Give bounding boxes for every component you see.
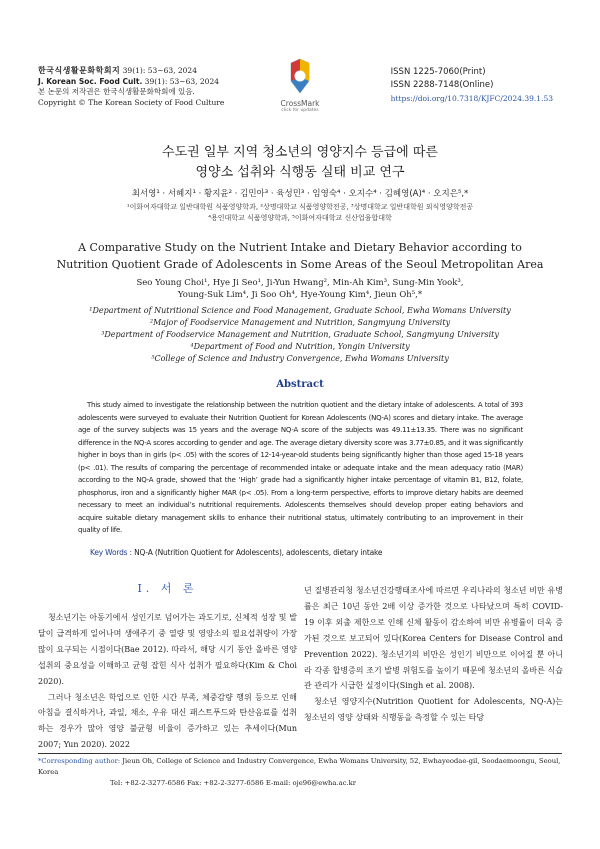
footnote-label: *Corresponding author: <box>38 757 121 765</box>
paper-title-en <box>0 239 600 273</box>
copyright-kr: 본 논문의 저작권은 한국식생활문화학회에 있음. <box>38 87 195 96</box>
title-en-line1: A Comparative Study on the Nutrient Intake and Dietary Behavior according to <box>78 241 522 254</box>
journal-name-en: J. Korean Soc. Food Cult. <box>38 76 143 86</box>
affiliation-en-item: ²Major of Foodservice Management and Nutrition, Sangmyung University <box>149 318 451 327</box>
citation-kr: 39(1): 53~63, 2024 <box>120 66 197 75</box>
affiliation-en-item: ³Department of Foodservice Management and Nutrition, Graduate School, Sangmyung University <box>101 330 499 339</box>
body-paragraph: 청소년 영양지수(Nutrition Quotient for Adolescents, NQ-A)는 청소년의 영양 상태와 식행동을 측정할 수 있는 타당 <box>304 697 563 723</box>
crossmark-badge[interactable] <box>277 57 323 113</box>
keywords <box>90 548 382 557</box>
affiliation-kr-line2: ⁴용인대학교 식품영양학과, ⁵이화여자대학교 신산업융합대학 <box>208 214 392 222</box>
affiliations-en <box>0 305 600 365</box>
body-paragraph: 년 질병관리청 청소년건강행태조사에 따르면 우리나라의 청소년 비만 유병률은 최근 10년 동안 2배 이상 증가한 것으로 나타났으며 특히 COVID-19 이후 외출 제한으로 인해 신체 활동이 감소하여 비만 유병률이 더욱 증가된 것으로 보고되어 있다(Korea Centers for Disease Control and Prevention 2022). 청소년기의 비만은 성인기 비만으로 이어질 뿐 아니라 각종 합병증의 조기 발병 위험도를 높이기 때문에 청소년의 올바른 식습관 관리가 시급한 실정이다(Singh et al. 2008). <box>304 586 563 691</box>
body-column-right <box>304 583 563 726</box>
keywords-label: Key Words : <box>90 548 135 557</box>
crossmark-icon <box>285 57 315 95</box>
issn-block <box>391 66 553 105</box>
title-en-line2: Nutrition Quotient Grade of Adolescents in Some Areas of the Seoul Metropolitan Area <box>56 258 544 271</box>
keywords-text: NQ-A (Nutrition Quotient for Adolescents), adolescents, dietary intake <box>134 548 383 557</box>
abstract-heading: Abstract <box>276 379 324 390</box>
body-paragraph: 청소년기는 아동기에서 성인기로 넘어가는 과도기로, 신체적 성장 및 발달이 급격하게 일어나며 생애주기 중 열량 및 영양소의 필요섭취량이 가장 많이 요구되는 시점이다(Bae 2012). 따라서, 해당 시기 동안 올바른 영양 섭취의 중요성을 이해하고 균형 잡힌 식사 섭취가 필요하다(Kim & Choi 2020). <box>38 613 297 686</box>
issn-online: ISSN 2288-7148(Online) <box>390 80 494 90</box>
section-heading-introduction: I. 서 론 <box>137 582 198 595</box>
authors-en-line2: Young-Suk Lim⁴, Ji Soo Oh⁴, Hye-Young Kim⁴, Jieun Oh⁵,* <box>177 290 423 300</box>
copyright-en: Copyright © The Korean Society of Food Culture <box>38 97 225 107</box>
title-kr-line2: 영양소 섭취와 식행동 실태 비교 연구 <box>195 165 405 180</box>
affiliations-kr <box>0 202 600 224</box>
paper-title-kr <box>0 143 600 183</box>
affiliation-en-item: ⁵College of Science and Industry Convergence, Ewha Womans University <box>151 354 449 363</box>
footnote-contact: Tel: +82-2-3277-6586 Fax: +82-2-3277-6586 E-mail: oje96@ewha.ac.kr <box>110 779 357 787</box>
issn-print: ISSN 1225-7060(Print) <box>390 67 486 77</box>
title-kr-line1: 수도권 일부 지역 청소년의 영양지수 등급에 따른 <box>162 145 438 160</box>
crossmark-label: CrossMark <box>280 99 320 108</box>
journal-name-kr: 한국식생활문화학회지 <box>38 66 121 75</box>
doi-link[interactable]: https://doi.org/10.7318/KJFC/2024.39.1.53 <box>390 94 553 103</box>
affiliation-en-item: ¹Department of Nutritional Science and Food Management, Graduate School, Ewha Womans University <box>89 306 511 315</box>
corresponding-author-footnote <box>38 756 562 789</box>
footnote-divider <box>38 753 562 754</box>
footnote-address: Jieun Oh, College of Science and Industry Convergence, Ewha Womans University, 52, Ewhayeodae-gil, Seodaemoongu, Seoul, Korea <box>38 757 561 776</box>
author-list-en <box>0 277 600 301</box>
body-column-left <box>38 610 297 753</box>
authors-en-line1: Seo Young Choi¹, Hye Ji Seo¹, Ji-Yun Hwang², Min-Ah Kim³, Sung-Min Yook³, <box>136 278 464 288</box>
affiliation-kr-line1: ¹이화여자대학교 일반대학원 식품영양학과, ²상명대학교 식품영양학전공, ³상명대학교 일반대학원 외식영양학전공 <box>126 203 474 211</box>
crossmark-sublabel: click for updates <box>281 108 319 113</box>
body-paragraph: 그러나 청소년은 학업으로 인한 시간 부족, 체중감량 행위 등으로 인해 아침을 결식하거나, 과일, 채소, 우유 대신 패스트푸드와 탄산음료를 섭취하는 경우가 많아 영양 불균형 비율이 증가하고 있는 추세이다(Mun 2007; Yun 2020). 2022 <box>38 692 297 750</box>
abstract-text: This study aimed to investigate the relationship between the nutrition quotient and the dietary intake of adolescents. A total of 393 adolescents were surveyed to evaluate their Nutrition Quotient for Korean Adolescents (NQ-A) scores and dietary intake. The average age of the survey subjects was 15 years and the average NQ-A score of the subjects was 49.11±13.35. There was no significant difference in the NQ-A scores according to gender and age. The average dietary diversity score was 3.77±0.85, and it was significantly higher in boys than in girls (p< .05) with the scores of 12-14-year-old students being significantly higher than those aged 15-18 years (p< .01). The results of comparing the percentage of recommended intake or adequate intake and the mean adequacy ratio (MAR) according to the NQ-A grade, showed that the ‘High’ grade had a significantly higher intake percentage of vitamin B1, B12, folate, phosphorus, iron and a significantly higher MAR (p< .05). From a long-term perspective, efforts to improve dietary habits are deemed necessary to meet an individual’s nutritional requirements. Adolescents themselves should develop proper eating behaviors and acquire suitable dietary management skills to enhance their nutritional status, ultimately contributing to an improvement in their quality of life. <box>78 401 523 534</box>
abstract-body <box>78 399 523 537</box>
citation-en: 39(1): 53~63, 2024 <box>142 76 219 86</box>
author-list-kr: 최서영¹ · 서혜지¹ · 황지윤² · 김민아³ · 육성민³ · 임영숙⁴ · 오지수⁴ · 김혜영(A)⁴ · 오지은⁵,* <box>131 189 469 199</box>
affiliation-en-item: ⁴Department of Food and Nutrition, Yongin University <box>190 342 410 351</box>
journal-header <box>38 66 224 108</box>
